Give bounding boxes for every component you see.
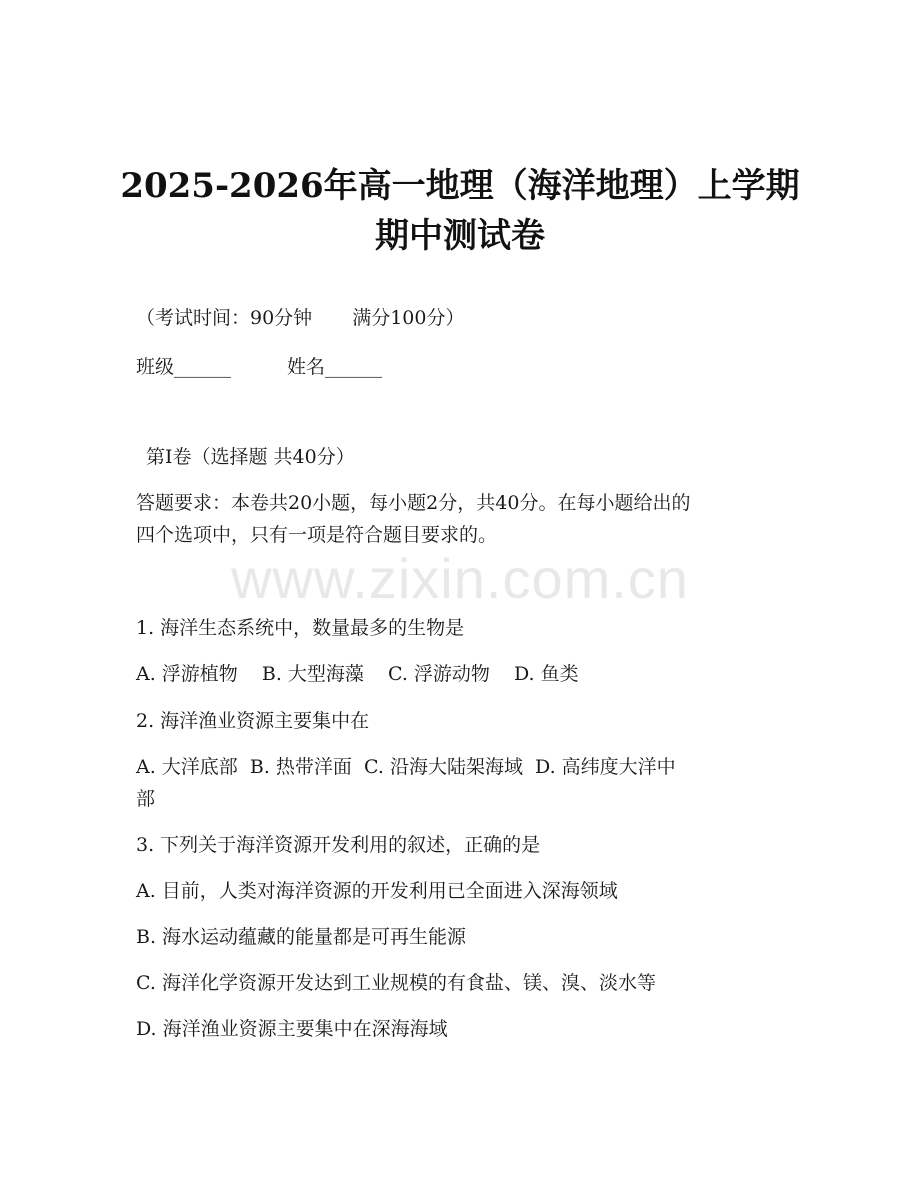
question-3-option-d: D. 海洋渔业资源主要集中在深海海域 [136, 1018, 448, 1040]
question-3-option-b: B. 海水运动蕴藏的能量都是可再生能源 [136, 926, 467, 948]
exam-full-score: 满分100分） [352, 307, 465, 329]
exam-info [136, 303, 464, 330]
question-2-options-line2: 部 [136, 788, 156, 810]
question-2-options-line1: A. 大洋底部 B. 热带洋面 C. 沿海大陆架海域 D. 高纬度大洋中 [136, 756, 676, 778]
question-1-option-c: C. 浮游动物 [387, 663, 490, 685]
class-field: 班级______ [136, 356, 232, 378]
document-title-line2: 期中测试卷 [375, 216, 545, 256]
question-3-option-a: A. 目前，人类对海洋资源的开发利用已全面进入深海领域 [136, 880, 618, 902]
watermark: www.zixin.com.cn [231, 547, 689, 610]
question-1-option-d: D. 鱼类 [513, 663, 579, 685]
answer-requirement-line2: 四个选项中，只有一项是符合题目要求的。 [136, 524, 498, 546]
exam-time: （考试时间：90分钟 [136, 307, 313, 329]
document-title-line1: 2025-2026年高一地理（海洋地理）上学期 [120, 166, 800, 206]
question-3-option-c: C. 海洋化学资源开发达到工业规模的有食盐、镁、溴、淡水等 [136, 972, 656, 994]
student-info [136, 352, 382, 379]
question-3-stem: 3. 下列关于海洋资源开发利用的叙述，正确的是 [136, 834, 541, 856]
question-1-option-a: A. 浮游植物 [136, 663, 238, 685]
section-heading: 第Ⅰ卷（选择题 共40分） [146, 446, 355, 468]
question-1-options [136, 659, 579, 686]
question-1-stem: 1. 海洋生态系统中，数量最多的生物是 [136, 617, 465, 639]
question-1-option-b: B. 大型海藻 [261, 663, 364, 685]
question-2-stem: 2. 海洋渔业资源主要集中在 [136, 710, 370, 732]
name-field: 姓名______ [287, 356, 383, 378]
answer-requirement-line1: 答题要求：本卷共20小题，每小题2分，共40分。在每小题给出的 [136, 492, 691, 514]
